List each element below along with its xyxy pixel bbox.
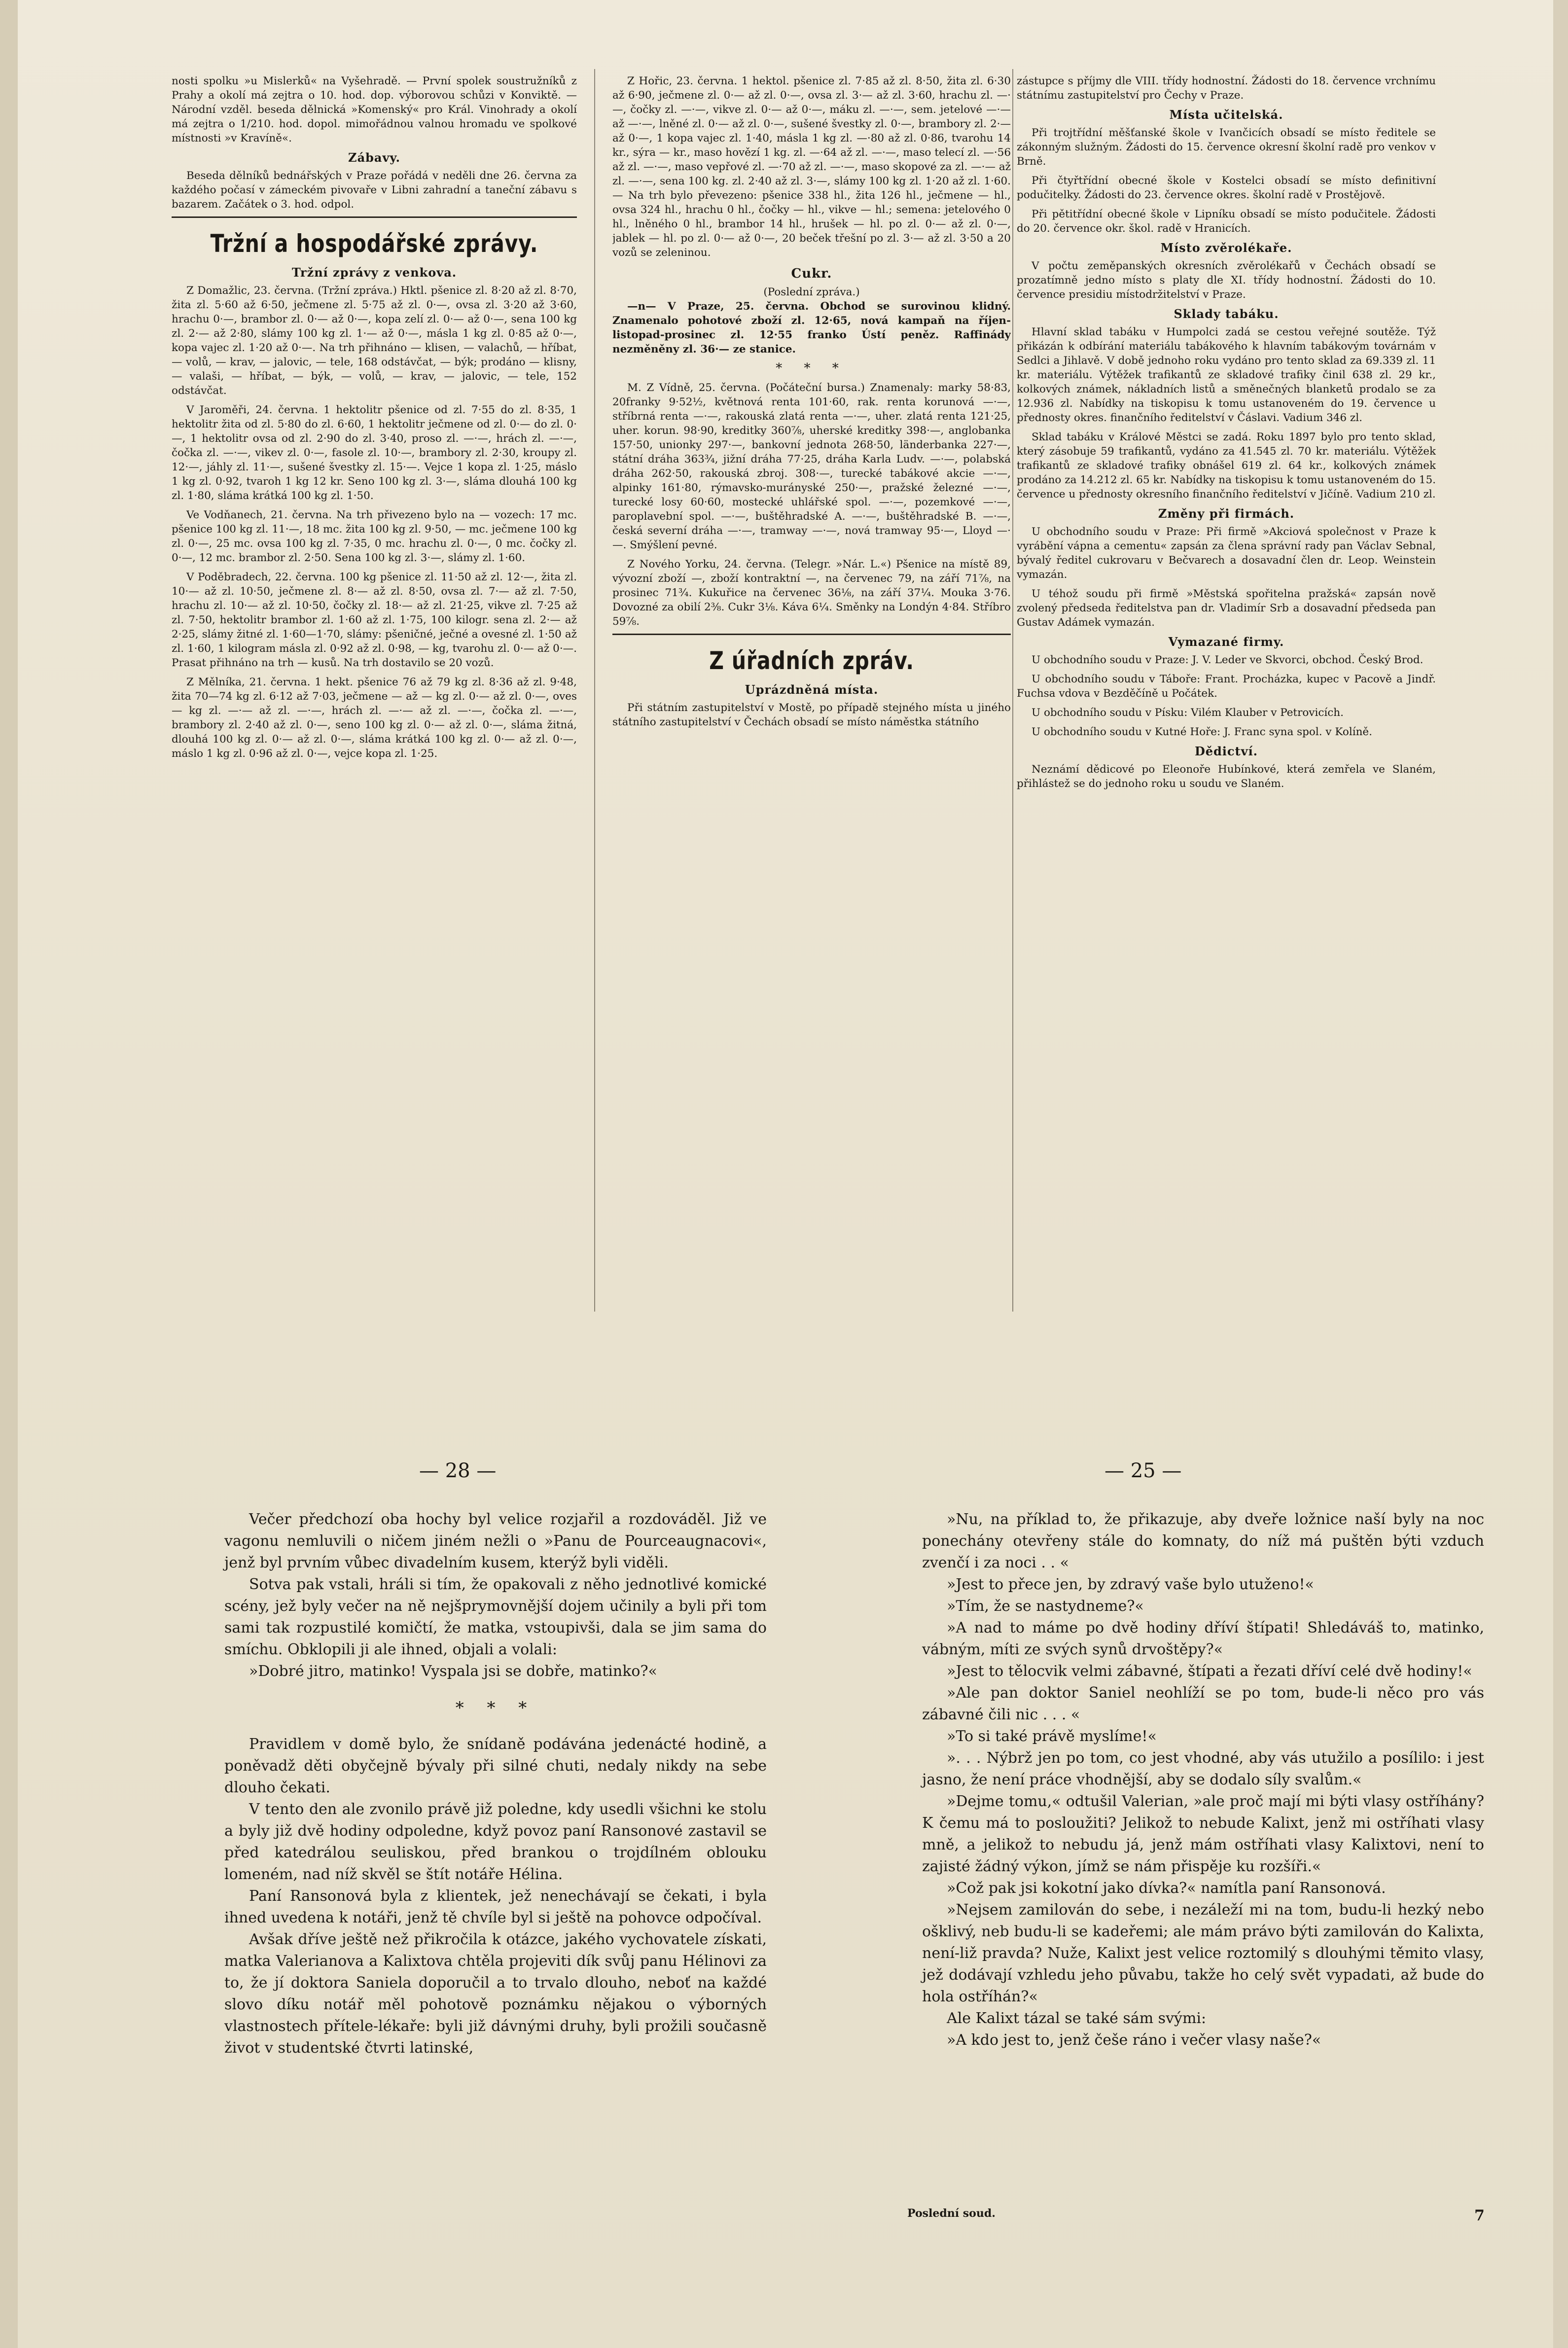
book-paragraph: »To si také právě myslíme!« xyxy=(947,1728,1157,1745)
page-edge-right xyxy=(1553,0,1568,2348)
column-rule xyxy=(594,69,595,1312)
column-rule xyxy=(1012,69,1013,1312)
book-paragraph: Avšak dříve ještě než přikročila k otázce, jakého vychovatele získati, matka Valerianova a Kalixtova chtěla projeviti dík svůj panu Hélinovi za to, že jí doktora Saniela doporučil a to trvalo dlouho, neboť na každé slovo díku notář měl pohotově poznámku nějakou o výborných vlastnostech přítele-lékaře: byli již dávnými druhy, byli prožili současně život v studentské čtvrti latinské, xyxy=(224,1931,767,2057)
book-paragraph: »Tím, že se nastydneme?« xyxy=(947,1598,1144,1615)
section-title-market: Tržní a hospodářské zprávy. xyxy=(210,229,538,258)
dedictvi-text: Neznámí dědicové po Eleonoře Hubínkové, která zemřela ve Slaném, přihlástež se do jednoho roku u soudu ve Slaném. xyxy=(1017,763,1436,790)
book-paragraph: »Ale pan doktor Saniel neohlíží se po tom, bude-li něco pro vás zábavné čili nic . . . « xyxy=(922,1684,1484,1723)
subsection-title-vacancies: Uprázdněná místa. xyxy=(745,682,879,697)
vymazane-pisek: U obchodního soudu v Písku: Vilém Klauber v Petrovicích. xyxy=(1032,707,1344,719)
book-paragraph: Večer předchozí oba hochy byl velice rozjařil a rozdováděl. Již ve vagonu nemluvili o ničem jiném nežli o »Panu de Pourceaugnacovi«, jenž byl prvním vůbec divadelním kusem, kterýž byli viděli. xyxy=(224,1511,767,1571)
report-jaromer: V Jaroměři, 24. června. 1 hektolitr pšenice od zl. 7·55 do zl. 8·35, 1 hektolitr žita od zl. 5·80 do zl. 6·60, 1 hektolitr ječmene od zl. 0·— do zl. 0·—, 1 hektolitr ovsa od zl. 2·90 do zl. 3·40, proso zl. —·—, hrách zl. —·—, čočka zl. —·—, vikev zl. 0·—, fasole zl. 10·—, brambory zl. 2·30, kroupy zl. 12·—, jáhly zl. 11·—, sušené švestky zl. 15·—. Vejce 1 kopa zl. 1·25, máslo 1 kg zl. 0·92, tvaroh 1 kg 12 kr. Seno 100 kg zl. 3·—, sláma dlouhá 100 kg zl. 1·80, sláma krátká 100 kg zl. 1·50. xyxy=(172,404,577,502)
zverolekar-text: V počtu zeměpanských okresních zvěrolékařů v Čechách obsadí se prozatímně jedno místo s platy dle XI. třídy hodnostní. Žádosti do 10. července presidiu místodržitelství v Praze. xyxy=(1017,260,1436,301)
book-paragraph: Ale Kalixt tázal se také sám svými: xyxy=(947,2010,1207,2027)
book-paragraph: »Nejsem zamilován do sebe, i nezáleží mi na tom, budu-li hezký nebo ošklivý, neb budu-li se kadeřemi; ale mám právo býti zamilován do Kalixta, není-liž pravda? Nuže, Kalixt jest velice roztomilý s dlouhými těmito vlasy, jež dodávají vzhledu jeho půvabu, takže ho celý svět vypadati, až bude do hola ostříhán?« xyxy=(922,1901,1484,2005)
book-paragraph: »Nu, na příklad to, že přikazuje, aby dveře ložnice naší byly na noc ponechány otevřeny stále do komnaty, do níž má puštěn býti vzduch zvenčí i za noci . . « xyxy=(922,1511,1484,1571)
report-melnik: Z Mělníka, 21. června. 1 hekt. pšenice 76 až 79 kg zl. 8·36 až zl. 9·48, žita 70—74 kg zl. 6·12 až 7·03, ječmene — až — kg zl. 0·— až zl. 0·—, oves — kg zl. —·— až zl. —·—, hrách zl. —·— až zl. —·—, čočka zl. —·—, brambory zl. 2·40 až zl. 0·—, seno 100 kg zl. 0·— až zl. 0·—, sláma žitná, dlouhá 100 kg zl. 0·— až zl. 0·—, sláma krátká 100 kg zl. 0·— až zl. 0·—, máslo 1 kg zl. 0·96 až zl. 0·—, vejce kopa zl. 1·25. xyxy=(172,676,577,760)
vymazane-tabor: U obchodního soudu v Táboře: Frant. Procházka, kupec v Pacově a Jindř. Fuchsa vdova v Bezděčíně u Počátek. xyxy=(1017,673,1436,700)
firmy-sporitelna: U téhož soudu při firmě »Městská spořitelna pražská« zapsán nově zvolený předseda ředitelstva pan dr. Vladimír Srb a dosavadní předseda pan Gustav Adámek vymazán. xyxy=(1017,588,1436,629)
tabak-kralove-mestec: Sklad tabáku v Králové Městci se zadá. Roku 1897 bylo pro tento sklad, který zásobuje 59 trafikantů, vydáno za 41.545 zl. 70 kr. materiálu. Výtěžek trafikantů ze skladové trafiky obnášel 619 zl. 64 kr., kolkových známek prodáno za 14.212 zl. 65 kr. Nabídky na tiskopisu k tomu ustanoveném do 15. července u přednosty okresního finančního ředitelství v Jičíně. Vadium 210 zl. xyxy=(1017,431,1436,500)
vymazane-praha: U obchodního soudu v Praze: J. V. Leder ve Skvorci, obchod. Český Brod. xyxy=(1032,654,1424,666)
book-paragraph: »Což pak jsi kokotní jako dívka?« namítla paní Ransonová. xyxy=(947,1880,1386,1897)
heading-dedictvi: Dědictví. xyxy=(1194,744,1258,758)
report-vodnany: Ve Vodňanech, 21. června. Na trh přivezeno bylo na — vozech: 17 mc. pšenice 100 kg zl. 11·—, 18 mc. žita 100 kg zl. 9·50, — mc. ječmene 100 kg zl. 0·—, 25 mc. ovsa 100 kg zl. 7·35, 0 mc. hrachu zl. 0·—, 0 mc. čočky zl. 0·—, 12 mc. brambor zl. 2·50. Sena 100 kg zl. 3·—, slámy zl. 1·60. xyxy=(172,509,577,564)
heading-ucitel: Místa učitelská. xyxy=(1169,107,1283,122)
report-newyork: Z Nového Yorku, 24. června. (Telegr. »Nár. L.«) Pšenice na místě 89, vývozní zboží —, zboží kontraktní —, na červenec 79, na září 71⅞, na prosinec 71¾. Kukuřice na červenec 36⅛, na září 37¼. Mouka 3·76. Dovozné za obilí 2⅜. Cukr 3⅛. Káva 6¼. Směnky na Londýn 4·84. Stříbro 59⅞. xyxy=(612,558,1011,628)
heading-zverolekar: Místo zvěrolékaře. xyxy=(1160,241,1292,255)
ucitel-lipnik: Při pětitřídní obecné škole v Lipníku obsadí se místo podučitele. Žádosti do 20. července okr. škol. radě v Hranicích. xyxy=(1017,208,1436,235)
book-paragraph: V tento den ale zvonilo právě již poledne, kdy usedli všichni ke stolu a byly již dvě hodiny odpoledne, když povoz paní Ransonové zastavil se před katedrálou seuliskou, před brankou o trojdílném oblouku lomeném, nad níž skvěl se štít notáře Hélina. xyxy=(224,1801,767,1883)
book-page-right xyxy=(922,1509,1484,2051)
club-notices: nosti spolku »u Mislerků« na Vyšehradě. — První spolek soustružníků z Prahy a okolí má zejtra o 10. hod. dop. výborovou schůzi v Konviktě. — Národní vzděl. beseda dělnická »Komenský« pro Král. Vinohrady a okolí má zejtra o 1/210. hod. dopol. mimořádnou valnou hromadu ve spolkové místnosti »v Kravíně«. xyxy=(172,75,577,144)
tabak-humpolec: Hlavní sklad tabáku v Humpolci zadá se cestou veřejné soutěže. Týž přikázán k odbírání materiálu tabákového k hlavním tabákovým továrnám v Sedlci a Jihlavě. V době jednoho roku vydáno pro tento sklad za 69.339 zl. 11 kr. materiálu. Výtěžek trafikantů ze skladové trafiky činil 638 zl. 29 kr., kolkových známek, nákladních listů a směnečných blanketů prodalo se za 12.936 zl. Nabídky na tiskopisu k tomu ustanoveném do 19. července u přednosty okres. finančního ředitelství v Čáslavi. Vadium 346 zl. xyxy=(1017,326,1436,424)
sheet-number: 7 xyxy=(1474,2207,1485,2224)
heading-tabak: Sklady tabáku. xyxy=(1174,307,1279,321)
page-edge-left xyxy=(0,0,18,2348)
book-signature: Poslední soud. xyxy=(907,2207,996,2220)
report-viden: M. Z Vídně, 25. června. (Počáteční bursa.) Znamenaly: marky 58·83, 20franky 9·52½, květnová renta 101·60, rak. renta korunová —·—, stříbrná renta —·—, rakouská zlatá renta —·—, uher. zlatá renta 121·25, uher. korun. 98·90, kreditky 360⅞, uherské kreditky 398·—, anglobanka 157·50, unionky 297·—, bankovní jednota 268·50, länderbanka 227·—, státní dráha 363¾, jižní dráha 77·25, dráha Karla Ludv. —·—, polabská dráha 262·50, rakouská zbroj. 308·—, turecké tabákové akcie —·—, alpinky 161·80, rýmavsko-murányské 250·—, pražské železné —·—, turecké losy 60·60, mostecké uhlářské spol. —·—, pozemkové —·—, paroplavební spol. —·—, buštěhradské A. —·—, buštěhradské B. —·—, česká severní dráha —·—, tramway —·—, nová tramway 95·—, Lloyd —·—. Smýšlení pevné. xyxy=(612,382,1011,551)
book-paragraph: »Jest to přece jen, by zdravý vaše bylo utuženo!« xyxy=(947,1576,1314,1593)
page-number-left: — 28 — xyxy=(419,1459,497,1482)
column-1 xyxy=(172,74,577,1307)
separator-stars: * * * xyxy=(455,1698,536,1718)
divider xyxy=(612,634,1011,635)
report-domazlice: Z Domažlic, 23. června. (Tržní zpráva.) Hktl. pšenice zl. 8·20 až zl. 8·70, žita zl. 5·60 až 6·50, ječmene zl. 5·75 až zl. 0·—, ovsa zl. 3·20 až 3·60, hrachu 0·—, brambor zl. 0·— až 0·—, kopa zelí zl. 0·— až 0·—, sena 100 kg zl. 2·— až 2·80, slámy 100 kg zl. 1·— až 0·—, másla 1 kg zl. 0·85 až 0·—, kopa vajec zl. 1·20 až 0·—. Na trh přihnáno — klisen, — valachů, — hříbat, — volů, — krav, — jalovic, — tele, 168 odstávčat, — býk; prodáno — klisny, — valaši, — hříbat, — býk, — volů, — krav, — jalovic, — tele, 152 odstávčat. xyxy=(172,285,577,397)
cukr-report: —n— V Praze, 25. června. Obchod se surovinou klidný. Znamenalo pohotové zboží zl. 12·65, nová kampaň na říjen-listopad-prosinec zl. 12·55 franko Ústí peněz. Raffinády nezměněny zl. 36·— ze stanice. xyxy=(612,300,1011,356)
heading-cukr: Cukr. xyxy=(791,266,832,281)
book-paragraph: Pravidlem v domě bylo, že snídaně podávána jedenácté hodině, a poněvadž děti obyčejně bývaly při silné chuti, nedaly nikdy na sebe dlouho čekati. xyxy=(224,1736,767,1796)
divider xyxy=(172,216,577,218)
section-title-official: Z úřadních zpráv. xyxy=(709,646,914,675)
heading-vymazane: Vymazané firmy. xyxy=(1168,635,1284,649)
separator-stars: * * * xyxy=(776,361,848,376)
book-paragraph: Paní Ransonová byla z klientek, jež nenechávají se čekati, i byla ihned uvedena k notáři, jenž tě chvíle byl si ještě na pohovce odpočíval. xyxy=(224,1887,767,1926)
book-paragraph: »Jest to tělocvik velmi zábavné, štípati a řezati dříví celé dvě hodiny!« xyxy=(947,1663,1472,1680)
cukr-subtitle: (Poslední zpráva.) xyxy=(763,286,860,298)
column-3 xyxy=(1017,74,1436,1307)
vacancy-most: Při státním zastupitelství v Mostě, po případě stejného místa u jiného státního zastupitelství v Čechách obsadí se místo náměstka státního xyxy=(612,702,1011,728)
book-paragraph: »Dobré jitro, matinko! Vyspala jsi se dobře, matinko?« xyxy=(249,1663,657,1680)
page-number-right: — 25 — xyxy=(1105,1459,1182,1482)
book-paragraph: »A nad to máme po dvě hodiny dříví štípati! Shledáváš to, matinko, vábným, míti ze svých synů drvoštěpy?« xyxy=(922,1619,1484,1658)
book-page-left xyxy=(224,1509,767,2059)
subsection-title-market: Tržní zprávy z venkova. xyxy=(291,265,457,280)
vacancy-continued: zástupce s příjmy dle VIII. třídy hodnostní. Žádosti do 18. července vrchnímu státnímu zastupitelství pro Čechy v Praze. xyxy=(1017,75,1436,102)
zabavy-text: Beseda dělníků bednářských v Praze pořádá v neděli dne 26. června za každého počasí v zámeckém pivovaře v Libni zahradní a taneční zábavu s bazarem. Začátek o 3. hod. odpol. xyxy=(172,170,577,211)
report-horice: Z Hořic, 23. června. 1 hektol. pšenice zl. 7·85 až zl. 8·50, žita zl. 6·30 až 6·90, ječmene zl. 0·— až zl. 0·—, ovsa zl. 3·— až zl. 3·60, hrachu zl. —·—, čočky zl. —·—, vikve zl. 0·— až 0·—, máku zl. —·—, sem. jetelové —·— až —·—, lněné zl. 0·— až zl. 0·—, sušené švestky zl. 0·—, brambory zl. 2·— až 0·—, 1 kopa vajec zl. 1·40, másla 1 kg zl. —·80 až zl. 0·86, tvarohu 14 kr., sýra — kr., maso hovězí 1 kg. zl. —·64 až zl. —·—, maso telecí zl. —·56 až zl. —·—, maso vepřové zl. —·70 až zl. —·—, maso skopové za zl. —·— až zl. —·—, sena 100 kg. zl. 2·40 až zl. 3·—, slámy 100 kg zl. 1·20 až zl. 1·60. — Na trh bylo převezeno: pšenice 338 hl., žita 126 hl., ječmene — hl., ovsa 324 hl., hrachu 0 hl., čočky — hl., vikve — hl.; semena: jetelového 0 hl., lněného 0 hl., brambor 14 hl., hrušek — hl. po zl. 0·— až zl. 0·—, jablek — hl. po zl. 0·— až 0·—, 20 beček třešní po zl. 3·— až zl. 3·50 a 20 vozů se zeleninou. xyxy=(612,75,1011,259)
ucitel-ivancice: Při trojtřídní měšťanské škole v Ivančicích obsadí se místo ředitele se zákonným služným. Žádosti do 15. července okresní školní radě pro venkov v Brně. xyxy=(1017,127,1436,168)
book-paragraph: »A kdo jest to, jenž češe ráno i večer vlasy naše?« xyxy=(947,2031,1321,2049)
report-podebrady: V Poděbradech, 22. června. 100 kg pšenice zl. 11·50 až zl. 12·—, žita zl. 10·— až zl. 10·50, ječmene zl. 8·— až zl. 8·50, ovsa zl. 7·— až zl. 7·50, hrachu zl. 10·— až zl. 10·50, čočky zl. 18·— až zl. 21·25, vikve zl. 7·25 až zl. 7·50, hektolitr brambor zl. 1·60 až zl. 1·75, 100 kilogr. sena zl. 2·— až 2·25, slámy žitné zl. 1·60—1·70, slámy: pšeničné, ječné a ovesné zl. 1·50 až zl. 1·60, 1 kilogram másla zl. 0·92 až zl. 0·98, — kg, tvarohu zl. 0·— až 0·—. Prasat přihnáno na trh — kusů. Na trh dostavilo se 20 vozů. xyxy=(172,571,577,669)
firmy-akciova: U obchodního soudu v Praze: Při firmě »Akciová společnost v Praze k vyrábění vápna a cementu« zapsán za člena správní rady pan Václav Sebnal, bývalý ředitel cukrovaru v Bečvarech a dosavadní člen dr. Leop. Weinstein vymazán. xyxy=(1017,526,1436,581)
book-paragraph: »Dejme tomu,« odtušil Valerian, »ale proč mají mi býti vlasy ostříhány? K čemu má to posloužiti? Jelikož to nebude Kalixt, jenž mi ostříhati vlasy mně, a jelikož to nebudu já, jenž mám ostříhati vlasy Kalixtovi, není to zajisté žádný výkon, jímž se nám přispěje ku rozšíři.« xyxy=(922,1793,1484,1875)
book-paragraph: Sotva pak vstali, hráli si tím, že opakovali z něho jednotlivé komické scény, jež byly večer na ně nejšprymovnější dojem učinily a byli při tom sami tak rozpustilé komičtí, že matka, vstoupivši, dala se jim sama do smíchu. Obklopili ji ale ihned, objali a volali: xyxy=(224,1576,767,1658)
book-paragraph: ». . . Nýbrž jen po tom, co jest vhodné, aby vás utužilo a posílilo: i jest jasno, že není práce vhodnější, aby se dodalo síly svalům.« xyxy=(922,1749,1484,1788)
ucitel-kostelec: Při čtyřtřídní obecné škole v Kostelci obsadí se místo definitivní podučitelky. Žádosti do 23. července okres. školní radě v Prostějově. xyxy=(1017,175,1436,201)
column-2 xyxy=(612,74,1011,1307)
heading-firmy: Změny při firmách. xyxy=(1158,506,1295,521)
vymazane-kutna-hora: U obchodního soudu v Kutné Hoře: J. Franc syna spol. v Kolíně. xyxy=(1032,726,1372,738)
heading-zabavy: Zábavy. xyxy=(348,150,400,165)
